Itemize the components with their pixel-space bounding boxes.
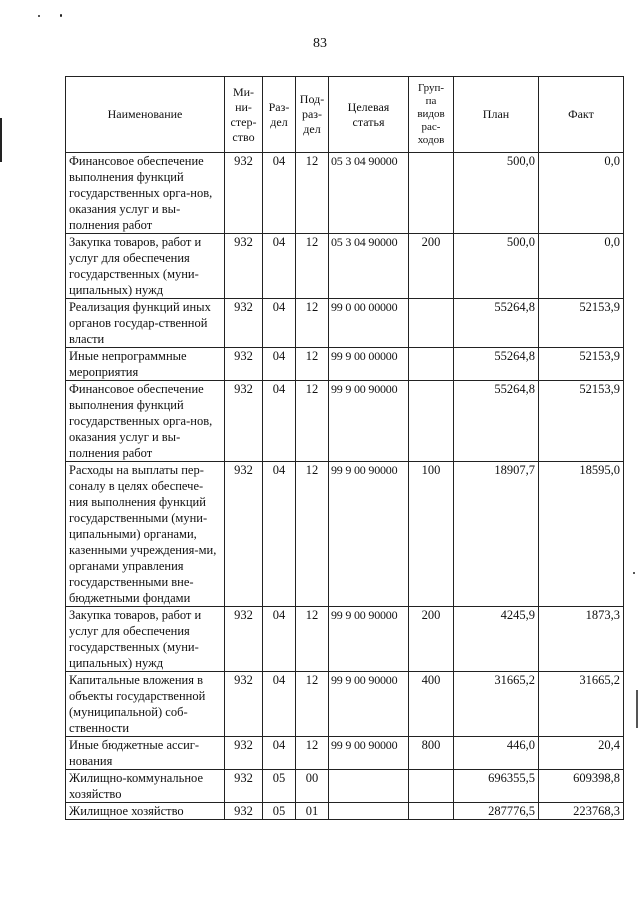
scan-edge-mark: [0, 118, 2, 162]
row-target: 99 9 00 90000: [329, 672, 409, 737]
header-section: Раз- дел: [263, 77, 296, 153]
budget-table-container: [65, 76, 624, 820]
row-ministry: 932: [225, 770, 263, 803]
row-ministry: 932: [225, 607, 263, 672]
row-group: [409, 299, 454, 348]
row-fact: 0,0: [539, 153, 624, 234]
row-plan: 500,0: [454, 153, 539, 234]
row-section: 04: [263, 299, 296, 348]
row-target: 05 3 04 90000: [329, 234, 409, 299]
row-ministry: 932: [225, 803, 263, 820]
row-name: Иные бюджетные ассиг-нования: [66, 737, 225, 770]
row-group: 200: [409, 234, 454, 299]
row-ministry: 932: [225, 153, 263, 234]
row-ministry: 932: [225, 737, 263, 770]
row-group: [409, 803, 454, 820]
row-section: 04: [263, 462, 296, 607]
row-subsection: 12: [296, 234, 329, 299]
row-ministry: 932: [225, 348, 263, 381]
row-group: 800: [409, 737, 454, 770]
row-group: 100: [409, 462, 454, 607]
row-name: Расходы на выплаты пер-соналу в целях обеспече-ния выполнения функций государственными (муни-ципальными) органами, казенными учреждения-ми, органами управления государственными вне-бюджетными фондами: [66, 462, 225, 607]
row-name: Капитальные вложения в объекты государственной (муниципальной) соб-ственности: [66, 672, 225, 737]
row-fact: 52153,9: [539, 348, 624, 381]
row-fact: 52153,9: [539, 299, 624, 348]
row-group: [409, 381, 454, 462]
row-plan: 31665,2: [454, 672, 539, 737]
table-row: [66, 672, 624, 737]
row-name: Жилищно-коммунальное хозяйство: [66, 770, 225, 803]
header-subsection: Под- раз- дел: [296, 77, 329, 153]
row-subsection: 01: [296, 803, 329, 820]
row-name: Закупка товаров, работ и услуг для обеспечения государственных (муни-ципальных) нужд: [66, 234, 225, 299]
row-group: [409, 348, 454, 381]
row-section: 04: [263, 381, 296, 462]
table-row: [66, 737, 624, 770]
row-plan: 55264,8: [454, 381, 539, 462]
header-fact: Факт: [539, 77, 624, 153]
row-plan: 696355,5: [454, 770, 539, 803]
table-row: [66, 348, 624, 381]
row-target: 99 9 00 90000: [329, 462, 409, 607]
row-name: Жилищное хозяйство: [66, 803, 225, 820]
row-name: Финансовое обеспечение выполнения функций государственных орга-нов, оказания услуг и вы-полнения работ: [66, 153, 225, 234]
row-target: [329, 803, 409, 820]
row-ministry: 932: [225, 462, 263, 607]
row-fact: 18595,0: [539, 462, 624, 607]
row-group: 400: [409, 672, 454, 737]
row-name: Закупка товаров, работ и услуг для обеспечения государственных (муни-ципальных) нужд: [66, 607, 225, 672]
row-target: 05 3 04 90000: [329, 153, 409, 234]
row-target: [329, 770, 409, 803]
table-header-row: [66, 77, 624, 153]
table-row: [66, 381, 624, 462]
row-plan: 55264,8: [454, 299, 539, 348]
row-target: 99 9 00 90000: [329, 737, 409, 770]
row-plan: 446,0: [454, 737, 539, 770]
table-row: [66, 803, 624, 820]
row-plan: 287776,5: [454, 803, 539, 820]
row-group: 200: [409, 607, 454, 672]
row-name: Финансовое обеспечение выполнения функций государственных орга-нов, оказания услуг и вы-полнения работ: [66, 381, 225, 462]
row-plan: 55264,8: [454, 348, 539, 381]
table-row: [66, 153, 624, 234]
row-ministry: 932: [225, 234, 263, 299]
row-subsection: 12: [296, 381, 329, 462]
row-plan: 18907,7: [454, 462, 539, 607]
row-fact: 0,0: [539, 234, 624, 299]
row-subsection: 12: [296, 607, 329, 672]
table-row: [66, 607, 624, 672]
row-fact: 31665,2: [539, 672, 624, 737]
row-subsection: 12: [296, 153, 329, 234]
row-ministry: 932: [225, 672, 263, 737]
scan-edge-mark: [636, 690, 638, 728]
table-row: [66, 462, 624, 607]
row-target: 99 9 00 00000: [329, 348, 409, 381]
row-section: 04: [263, 234, 296, 299]
row-fact: 1873,3: [539, 607, 624, 672]
row-subsection: 12: [296, 348, 329, 381]
row-name: Иные непрограммные мероприятия: [66, 348, 225, 381]
scan-speck: [60, 14, 62, 17]
row-group: [409, 153, 454, 234]
row-section: 04: [263, 607, 296, 672]
row-subsection: 12: [296, 299, 329, 348]
row-group: [409, 770, 454, 803]
row-target: 99 9 00 90000: [329, 381, 409, 462]
row-subsection: 12: [296, 672, 329, 737]
row-section: 04: [263, 672, 296, 737]
row-plan: 4245,9: [454, 607, 539, 672]
scan-speck: [38, 15, 40, 17]
row-ministry: 932: [225, 299, 263, 348]
row-subsection: 00: [296, 770, 329, 803]
table-row: [66, 299, 624, 348]
row-section: 04: [263, 153, 296, 234]
row-subsection: 12: [296, 462, 329, 607]
row-section: 05: [263, 770, 296, 803]
scan-speck: [633, 572, 635, 574]
row-section: 05: [263, 803, 296, 820]
row-section: 04: [263, 737, 296, 770]
row-plan: 500,0: [454, 234, 539, 299]
table-row: [66, 770, 624, 803]
row-fact: 52153,9: [539, 381, 624, 462]
row-fact: 223768,3: [539, 803, 624, 820]
row-fact: 20,4: [539, 737, 624, 770]
row-name: Реализация функций иных органов государ-ственной власти: [66, 299, 225, 348]
header-plan: План: [454, 77, 539, 153]
row-section: 04: [263, 348, 296, 381]
budget-table: [65, 76, 624, 820]
row-subsection: 12: [296, 737, 329, 770]
header-target-article: Целевая статья: [329, 77, 409, 153]
row-ministry: 932: [225, 381, 263, 462]
table-row: [66, 234, 624, 299]
row-target: 99 0 00 00000: [329, 299, 409, 348]
row-target: 99 9 00 90000: [329, 607, 409, 672]
header-name: Наименование: [66, 77, 225, 153]
header-expense-group: Груп- па видов рас- ходов: [409, 77, 454, 153]
page-number: 83: [313, 36, 327, 51]
row-fact: 609398,8: [539, 770, 624, 803]
header-ministry: Ми- ни- стер- ство: [225, 77, 263, 153]
